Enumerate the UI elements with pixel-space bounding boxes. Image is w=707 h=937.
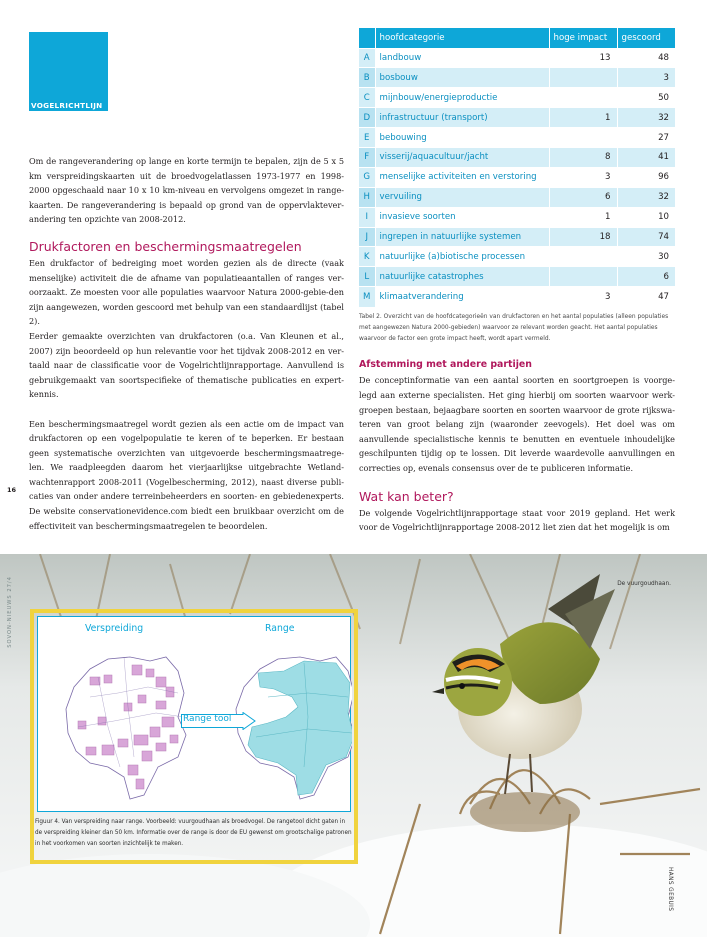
- row-category: mijnbouw/energieproductie: [375, 88, 549, 108]
- row-letter: H: [359, 187, 375, 207]
- intro-paragraph: Om de rangeverandering op lange en korte termijn te bepalen, zijn de 5 x 5 km verspreidingskaarten uit de broedvogelatlassen 1973-1977 en 1998-2000 opgeschaald naar 10 x 10 km-niveau en vervolgens omgezet in range-kaarten. De rangeverandering is bepaald op grond van de oppervlaktever-andering ten opzichte van 2008-2012.: [29, 156, 344, 225]
- table-row: [359, 207, 675, 227]
- table-row: [359, 247, 675, 267]
- row-letter: K: [359, 247, 375, 267]
- row-category: menselijke activiteiten en verstoring: [375, 167, 549, 187]
- header-letter: [359, 28, 375, 48]
- issue-label: SOVON-NIEUWS 27/4: [7, 576, 13, 648]
- row-letter: M: [359, 287, 375, 307]
- row-category: vervuiling: [375, 187, 549, 207]
- row-scored: 50: [617, 88, 675, 108]
- row-impact: 13: [549, 48, 617, 68]
- row-impact: 6: [549, 187, 617, 207]
- row-letter: G: [359, 167, 375, 187]
- row-letter: J: [359, 227, 375, 247]
- row-impact: 3: [549, 287, 617, 307]
- row-scored: 96: [617, 167, 675, 187]
- row-impact: [549, 267, 617, 287]
- paragraph-overzichten: Eerder gemaakte overzichten van drukfactoren (o.a. Van Kleunen et al., 2007) zijn beoordeeld op hun relevantie voor het tijdvak 2008-2012 en ver-taald naar de classificatie voor de Vogelrichtlijnrapportage. Aanvullend is gebruikgemaakt van soortspecifieke of thematische publicaties en expert-kennis.: [29, 330, 344, 400]
- row-scored: 48: [617, 48, 675, 68]
- row-category: landbouw: [375, 48, 549, 68]
- photo-credit: HANS GEBUIS: [667, 867, 673, 912]
- row-category: bebouwing: [375, 128, 549, 148]
- table-row: [359, 267, 675, 287]
- row-scored: 41: [617, 147, 675, 167]
- row-category: natuurlijke (a)biotische processen: [375, 247, 549, 267]
- table-row: [359, 287, 675, 307]
- row-impact: 1: [549, 108, 617, 128]
- row-letter: F: [359, 147, 375, 167]
- header-scored: gescoord: [617, 28, 675, 48]
- table-row: [359, 187, 675, 207]
- row-scored: 32: [617, 108, 675, 128]
- subheading-afstemming: Afstemming met andere partijen: [359, 359, 532, 371]
- figure-maps-panel: [37, 616, 351, 812]
- table-row: [359, 227, 675, 247]
- paragraph-drukfactor: Een drukfactor of bedreiging moet worden gezien als de directe (vaak menselijke) activiteit die de afname van populatieaantallen of ranges ver-oorzaakt. Ze moesten voor alle populaties waarvoor Natura 2000-gebie-den zijn aangewezen, worden gescoord met behulp van een standaardlijst (tabel 2).: [29, 257, 344, 327]
- row-impact: 3: [549, 167, 617, 187]
- row-scored: 3: [617, 68, 675, 88]
- row-impact: [549, 128, 617, 148]
- table-row: [359, 48, 675, 68]
- row-category: ingrepen in natuurlijke systemen: [375, 227, 549, 247]
- row-category: visserij/aquacultuur/jacht: [375, 147, 549, 167]
- table-row: [359, 108, 675, 128]
- table-row: [359, 68, 675, 88]
- row-impact: 1: [549, 207, 617, 227]
- row-scored: 6: [617, 267, 675, 287]
- table-row: [359, 147, 675, 167]
- paragraph-afstemming: De conceptinformatie van een aantal soorten en soortgroepen is voorge-legd aan externe specialisten. Het ging hierbij om soorten waarvoor werk-groepen bestaan, bejaagbare soorten en soorten waarvoor de grote rijkswa-teren van groot belang zijn (waaronder zeevogels). Het doel was om aanvullende specialistische kennis te benutten en eventuele inhoudelijke geschilpunten tijdig op te lossen. Dit leverde waardevolle aanvullingen en correcties op, evenals consensus over de te publiceren informatie.: [359, 375, 675, 474]
- row-scored: 27: [617, 128, 675, 148]
- row-scored: 32: [617, 187, 675, 207]
- figure-label-distribution: Verspreiding: [85, 623, 144, 634]
- row-scored: 47: [617, 287, 675, 307]
- row-category: bosbouw: [375, 68, 549, 88]
- table-row: [359, 88, 675, 108]
- header-category: hoofdcategorie: [375, 28, 549, 48]
- table-header-row: [359, 28, 675, 48]
- row-impact: [549, 88, 617, 108]
- right-column: [359, 28, 675, 535]
- row-letter: B: [359, 68, 375, 88]
- figure-range-tool: [30, 609, 358, 864]
- left-column: [29, 154, 344, 533]
- paragraph-wat-kan-beter: De volgende Vogelrichtlijnrapportage staat voor 2019 gepland. Het werk voor de Vogelrichtlijnrapportage 2008-2012 liet zien dat het mogelijk is om: [359, 507, 675, 533]
- distribution-map: [66, 657, 186, 799]
- row-letter: C: [359, 88, 375, 108]
- row-letter: A: [359, 48, 375, 68]
- row-scored: 74: [617, 227, 675, 247]
- table-row: [359, 167, 675, 187]
- range-tool-arrow: [181, 712, 271, 730]
- figure-caption: Figuur 4. Van verspreiding naar range. Voorbeeld: vuurgoudhaan als broedvogel. De rangetool dicht gaten in de verspreiding kleiner dan 50 km. Informatie over de range is door de EU gewenst om grootschalige patronen in het voorkomen van soorten inzichtelijk te maken.: [35, 819, 352, 848]
- row-letter: I: [359, 207, 375, 227]
- figure-label-range: Range: [265, 623, 295, 634]
- row-category: natuurlijke catastrophes: [375, 267, 549, 287]
- photo-caption: De vuurgoudhaan.: [617, 581, 671, 587]
- header-impact: hoge impact: [549, 28, 617, 48]
- section-badge-label: VOGELRICHTLIJN: [31, 101, 103, 110]
- table-caption: Tabel 2. Overzicht van de hoofdcategorieën van drukfactoren en het aantal populaties (alleen populaties met aangewezen Natura 2000-gebieden) waarvoor ze relevant worden geacht. Het aantal populaties waarvoor de factor een grote impact heeft, wordt apart vermeld.: [359, 313, 669, 343]
- row-letter: D: [359, 108, 375, 128]
- section-heading-wat-kan-beter: Wat kan beter?: [359, 488, 454, 504]
- row-impact: 8: [549, 147, 617, 167]
- paragraph-beschermingsmaatregel: Een beschermingsmaatregel wordt gezien als een actie om de impact van drukfactoren op een vogelpopulatie te keren of te beperken. Er bestaan geen systematische overzichten van uitgevoerde beschermingsmaatrege-len. We raadpleegden daarom het vierjaarlijkse uitgebrachte Wetland-wachtenrapport 2008-2011 (Vogelbescherming, 2012), naast diverse publi-caties van onder andere terreinbeheerders en soorten- en gebiedenexperts. De website conservationevidence.com biedt een bruikbaar overzicht om de effectiviteit van beschermingsmaatregelen te beoordelen.: [29, 418, 344, 531]
- section-heading-drukfactoren: Drukfactoren en beschermingsmaatregelen: [29, 238, 302, 254]
- row-category: infrastructuur (transport): [375, 108, 549, 128]
- row-impact: [549, 68, 617, 88]
- row-scored: 30: [617, 247, 675, 267]
- row-impact: 18: [549, 227, 617, 247]
- section-badge: [29, 32, 108, 111]
- page-number: 16: [7, 486, 17, 494]
- row-impact: [549, 247, 617, 267]
- row-letter: E: [359, 128, 375, 148]
- row-category: invasieve soorten: [375, 207, 549, 227]
- row-letter: L: [359, 267, 375, 287]
- pressure-factor-table: [359, 28, 675, 307]
- row-scored: 10: [617, 207, 675, 227]
- range-tool-label: Range tool: [183, 714, 232, 724]
- table-row: [359, 128, 675, 148]
- row-category: klimaatverandering: [375, 287, 549, 307]
- table-body: [359, 48, 675, 307]
